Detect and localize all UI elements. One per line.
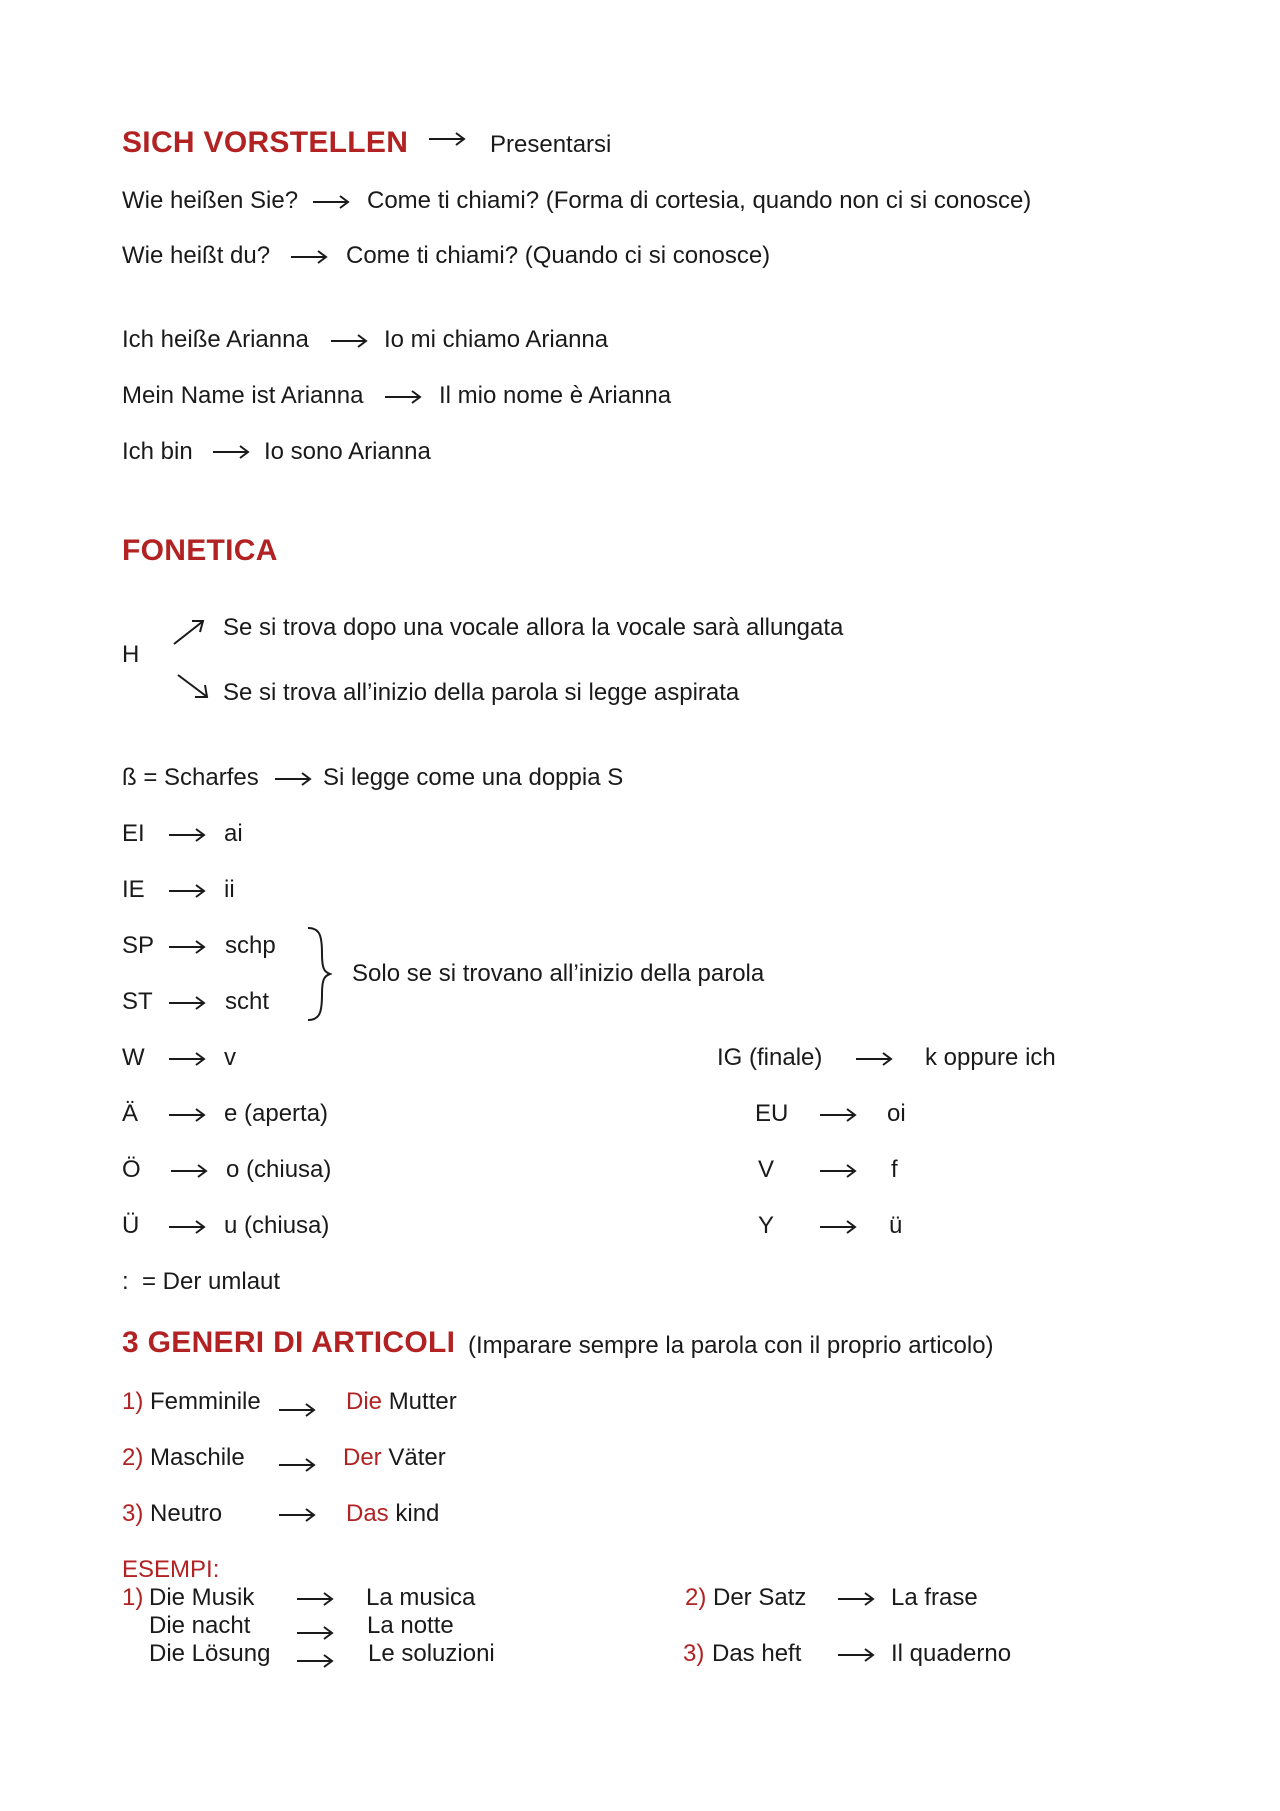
rule-from: Ä: [122, 1100, 139, 1127]
arrow-icon: [278, 1508, 316, 1527]
section-subtitle: Presentarsi: [490, 131, 612, 158]
arrow-icon: [837, 1592, 875, 1611]
arrow-icon: [168, 1108, 206, 1127]
arrow-icon: [212, 445, 250, 464]
example-number: 3): [683, 1640, 705, 1667]
gender-number: 2): [122, 1444, 144, 1471]
arrow-up-right-icon: [172, 618, 206, 646]
arrow-icon: [170, 1164, 208, 1183]
gender-row: [122, 1388, 261, 1416]
arrow-icon: [278, 1458, 316, 1477]
rule-from: IE: [122, 876, 145, 903]
example-number: 2): [685, 1584, 707, 1611]
phrase-it: Io sono Arianna: [264, 438, 431, 465]
arrow-icon: [274, 772, 312, 791]
arrow-icon: [296, 1626, 334, 1645]
eszett-left: ß = Scharfes: [122, 764, 259, 791]
gender-row: [122, 1500, 222, 1528]
arrow-icon: [819, 1220, 857, 1239]
arrow-icon: [384, 390, 422, 409]
rule-to: ai: [224, 820, 243, 847]
gender-example: [343, 1444, 446, 1472]
gender-label: Femminile: [150, 1388, 261, 1415]
rule-from: EI: [122, 820, 145, 847]
arrow-icon: [330, 334, 368, 353]
arrow-icon: [168, 828, 206, 847]
example-number: 1): [122, 1584, 144, 1611]
phrase-it: Come ti chiami? (Quando ci si conosce): [346, 242, 771, 269]
example-de: Der Satz: [713, 1584, 807, 1611]
gender-number: 3): [122, 1500, 144, 1527]
rule-to: f: [891, 1156, 898, 1183]
arrow-icon: [837, 1648, 875, 1667]
rule-to: schp: [225, 932, 276, 959]
example-de: Das heft: [712, 1640, 802, 1667]
rule-from: IG (finale): [717, 1044, 823, 1071]
rule-to: ü: [889, 1212, 903, 1239]
rule-to: o (chiusa): [226, 1156, 332, 1183]
gender-number: 1): [122, 1388, 144, 1415]
rule-from: V: [758, 1156, 775, 1183]
example-it: Le soluzioni: [368, 1640, 495, 1667]
gender-row: [122, 1444, 245, 1472]
phrase-de: Wie heißen Sie?: [122, 187, 299, 214]
article: Die: [346, 1388, 383, 1415]
noun: Mutter: [388, 1388, 457, 1415]
arrow-icon: [168, 1220, 206, 1239]
rule-from: ST: [122, 988, 153, 1015]
gender-label: Neutro: [150, 1500, 223, 1527]
example-de: Die Lösung: [149, 1640, 271, 1667]
arrow-down-right-icon: [176, 672, 210, 700]
phrase-de: Ich heiße Arianna: [122, 326, 309, 353]
arrow-icon: [296, 1654, 334, 1673]
arrow-icon: [312, 195, 350, 214]
arrow-icon: [855, 1052, 893, 1071]
example-it: La musica: [366, 1584, 476, 1611]
rule-to: k oppure ich: [925, 1044, 1056, 1071]
gender-label: Maschile: [150, 1444, 245, 1471]
phrase-de: Mein Name ist Arianna: [122, 382, 364, 409]
eszett-right: Si legge come una doppia S: [323, 764, 624, 791]
rule-from: Ö: [122, 1156, 141, 1183]
example-it: Il quaderno: [891, 1640, 1012, 1667]
noun: Väter: [388, 1444, 446, 1471]
arrow-icon: [168, 940, 206, 959]
rule-from: W: [122, 1044, 145, 1071]
arrow-icon: [819, 1108, 857, 1127]
h-rule-up: Se si trova dopo una vocale allora la vocale sarà allungata: [223, 614, 844, 641]
phrase-it: Io mi chiamo Arianna: [384, 326, 609, 353]
gender-example: [346, 1500, 439, 1528]
h-letter: H: [122, 641, 140, 668]
examples-label: ESEMPI:: [122, 1556, 220, 1583]
brace-note: Solo se si trovano all’inizio della parola: [352, 960, 765, 987]
arrow-icon: [296, 1592, 334, 1611]
arrow-icon: [819, 1164, 857, 1183]
h-rule-down: Se si trova all’inizio della parola si legge aspirata: [223, 679, 740, 706]
rule-from: EU: [755, 1100, 789, 1127]
arrow-icon: [290, 250, 328, 269]
rule-from: Ü: [122, 1212, 140, 1239]
umlaut-text: = Der umlaut: [142, 1268, 281, 1295]
section-title-articoli: 3 GENERI DI ARTICOLI: [122, 1326, 456, 1359]
example-de: Die nacht: [149, 1612, 251, 1639]
rule-from: SP: [122, 932, 155, 959]
example-it: La notte: [367, 1612, 454, 1639]
umlaut-symbol: :: [122, 1268, 129, 1295]
phrase-it: Come ti chiami? (Forma di cortesia, quando non ci si conosce): [367, 187, 1032, 214]
section-title-sich-vorstellen: SICH VORSTELLEN: [122, 126, 409, 159]
arrow-icon: [428, 132, 466, 151]
rule-to: u (chiusa): [224, 1212, 330, 1239]
arrow-icon: [168, 996, 206, 1015]
phrase-de: Ich bin: [122, 438, 193, 465]
arrow-icon: [278, 1403, 316, 1422]
section-note: (Imparare sempre la parola con il proprio articolo): [468, 1332, 994, 1359]
rule-to: scht: [225, 988, 270, 1015]
rule-to: v: [224, 1044, 236, 1071]
example-it: La frase: [891, 1584, 978, 1611]
brace-icon: [300, 924, 332, 1029]
arrow-icon: [168, 884, 206, 903]
example-de: Die Musik: [149, 1584, 255, 1611]
noun: kind: [395, 1500, 440, 1527]
rule-to: e (aperta): [224, 1100, 329, 1127]
rule-to: oi: [887, 1100, 906, 1127]
phrase-it: Il mio nome è Arianna: [439, 382, 672, 409]
rule-from: Y: [758, 1212, 775, 1239]
rule-to: ii: [224, 876, 235, 903]
arrow-icon: [168, 1052, 206, 1071]
article: Der: [343, 1444, 382, 1471]
phrase-de: Wie heißt du?: [122, 242, 271, 269]
section-title-fonetica: FONETICA: [122, 534, 278, 567]
gender-example: [346, 1388, 457, 1416]
article: Das: [346, 1500, 389, 1527]
